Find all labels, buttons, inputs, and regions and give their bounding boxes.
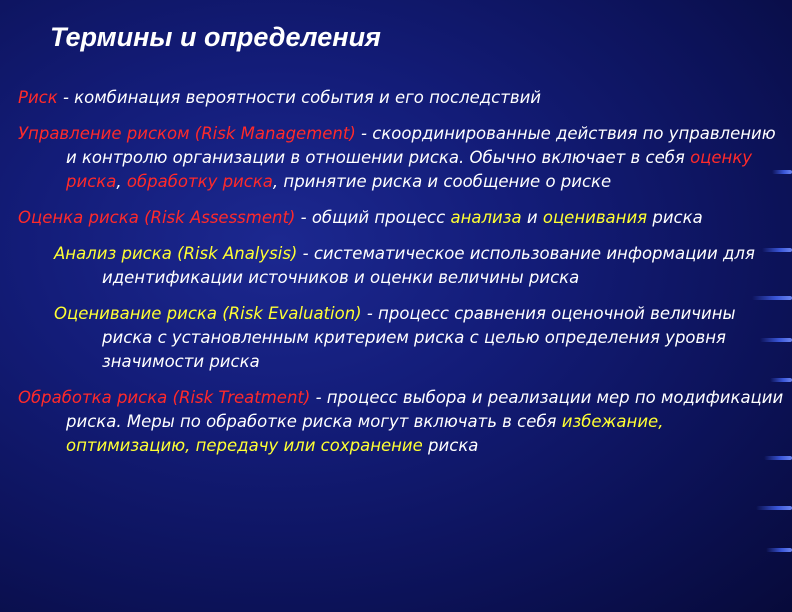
- term-highlight: Управление риском (Risk Management): [18, 124, 356, 143]
- term-highlight: Оценивание риска (Risk Evaluation): [54, 304, 362, 323]
- definition-entry: [18, 86, 788, 110]
- term-highlight: обработку риска: [126, 172, 273, 191]
- term-highlight: оценку риска: [66, 148, 753, 191]
- term-highlight: Риск: [18, 88, 58, 107]
- page-title: Термины и определения: [50, 22, 381, 52]
- term-highlight: Обработка риска (Risk Treatment): [18, 388, 311, 407]
- term-highlight: избежание, оптимизацию, передачу или сохранение: [66, 412, 664, 455]
- term-highlight: Анализ риска (Risk Analysis): [54, 244, 298, 263]
- stripe: [766, 548, 792, 552]
- definitions-list: [18, 86, 788, 470]
- definition-text: риска: [647, 208, 703, 227]
- definition-entry: [18, 206, 788, 230]
- definition-entry: [18, 242, 788, 290]
- definition-text: риска: [422, 436, 479, 455]
- definition-entry: [18, 302, 788, 374]
- definition-entry: [18, 122, 788, 194]
- definition-text: , принятие риска и сообщение о риске: [272, 172, 612, 191]
- definition-text: - комбинация вероятности события и его последствий: [57, 88, 542, 107]
- stripe: [756, 506, 792, 510]
- term-highlight: Оценка риска (Risk Assessment): [18, 208, 296, 227]
- definition-text: ,: [116, 172, 127, 191]
- term-highlight: анализа: [450, 208, 522, 227]
- definition-text: - процесс сравнения оценочной величины риска с установленным критерием риска с целью определения уровня значимости риска: [102, 304, 736, 371]
- definition-text: - общий процесс: [295, 208, 451, 227]
- definition-text: - систематическое использование информации для идентификации источников и оценки величины риска: [102, 244, 755, 287]
- definition-text: - скоординированные действия по управлению и контролю организации в отношении риска. Обычно включает в себя: [66, 124, 776, 167]
- term-highlight: оценивания: [542, 208, 648, 227]
- definition-text: и: [521, 208, 543, 227]
- definition-entry: [18, 386, 788, 458]
- definition-text: - процесс выбора и реализации мер по модификации риска. Меры по обработке риска могут включать в себя: [66, 388, 784, 431]
